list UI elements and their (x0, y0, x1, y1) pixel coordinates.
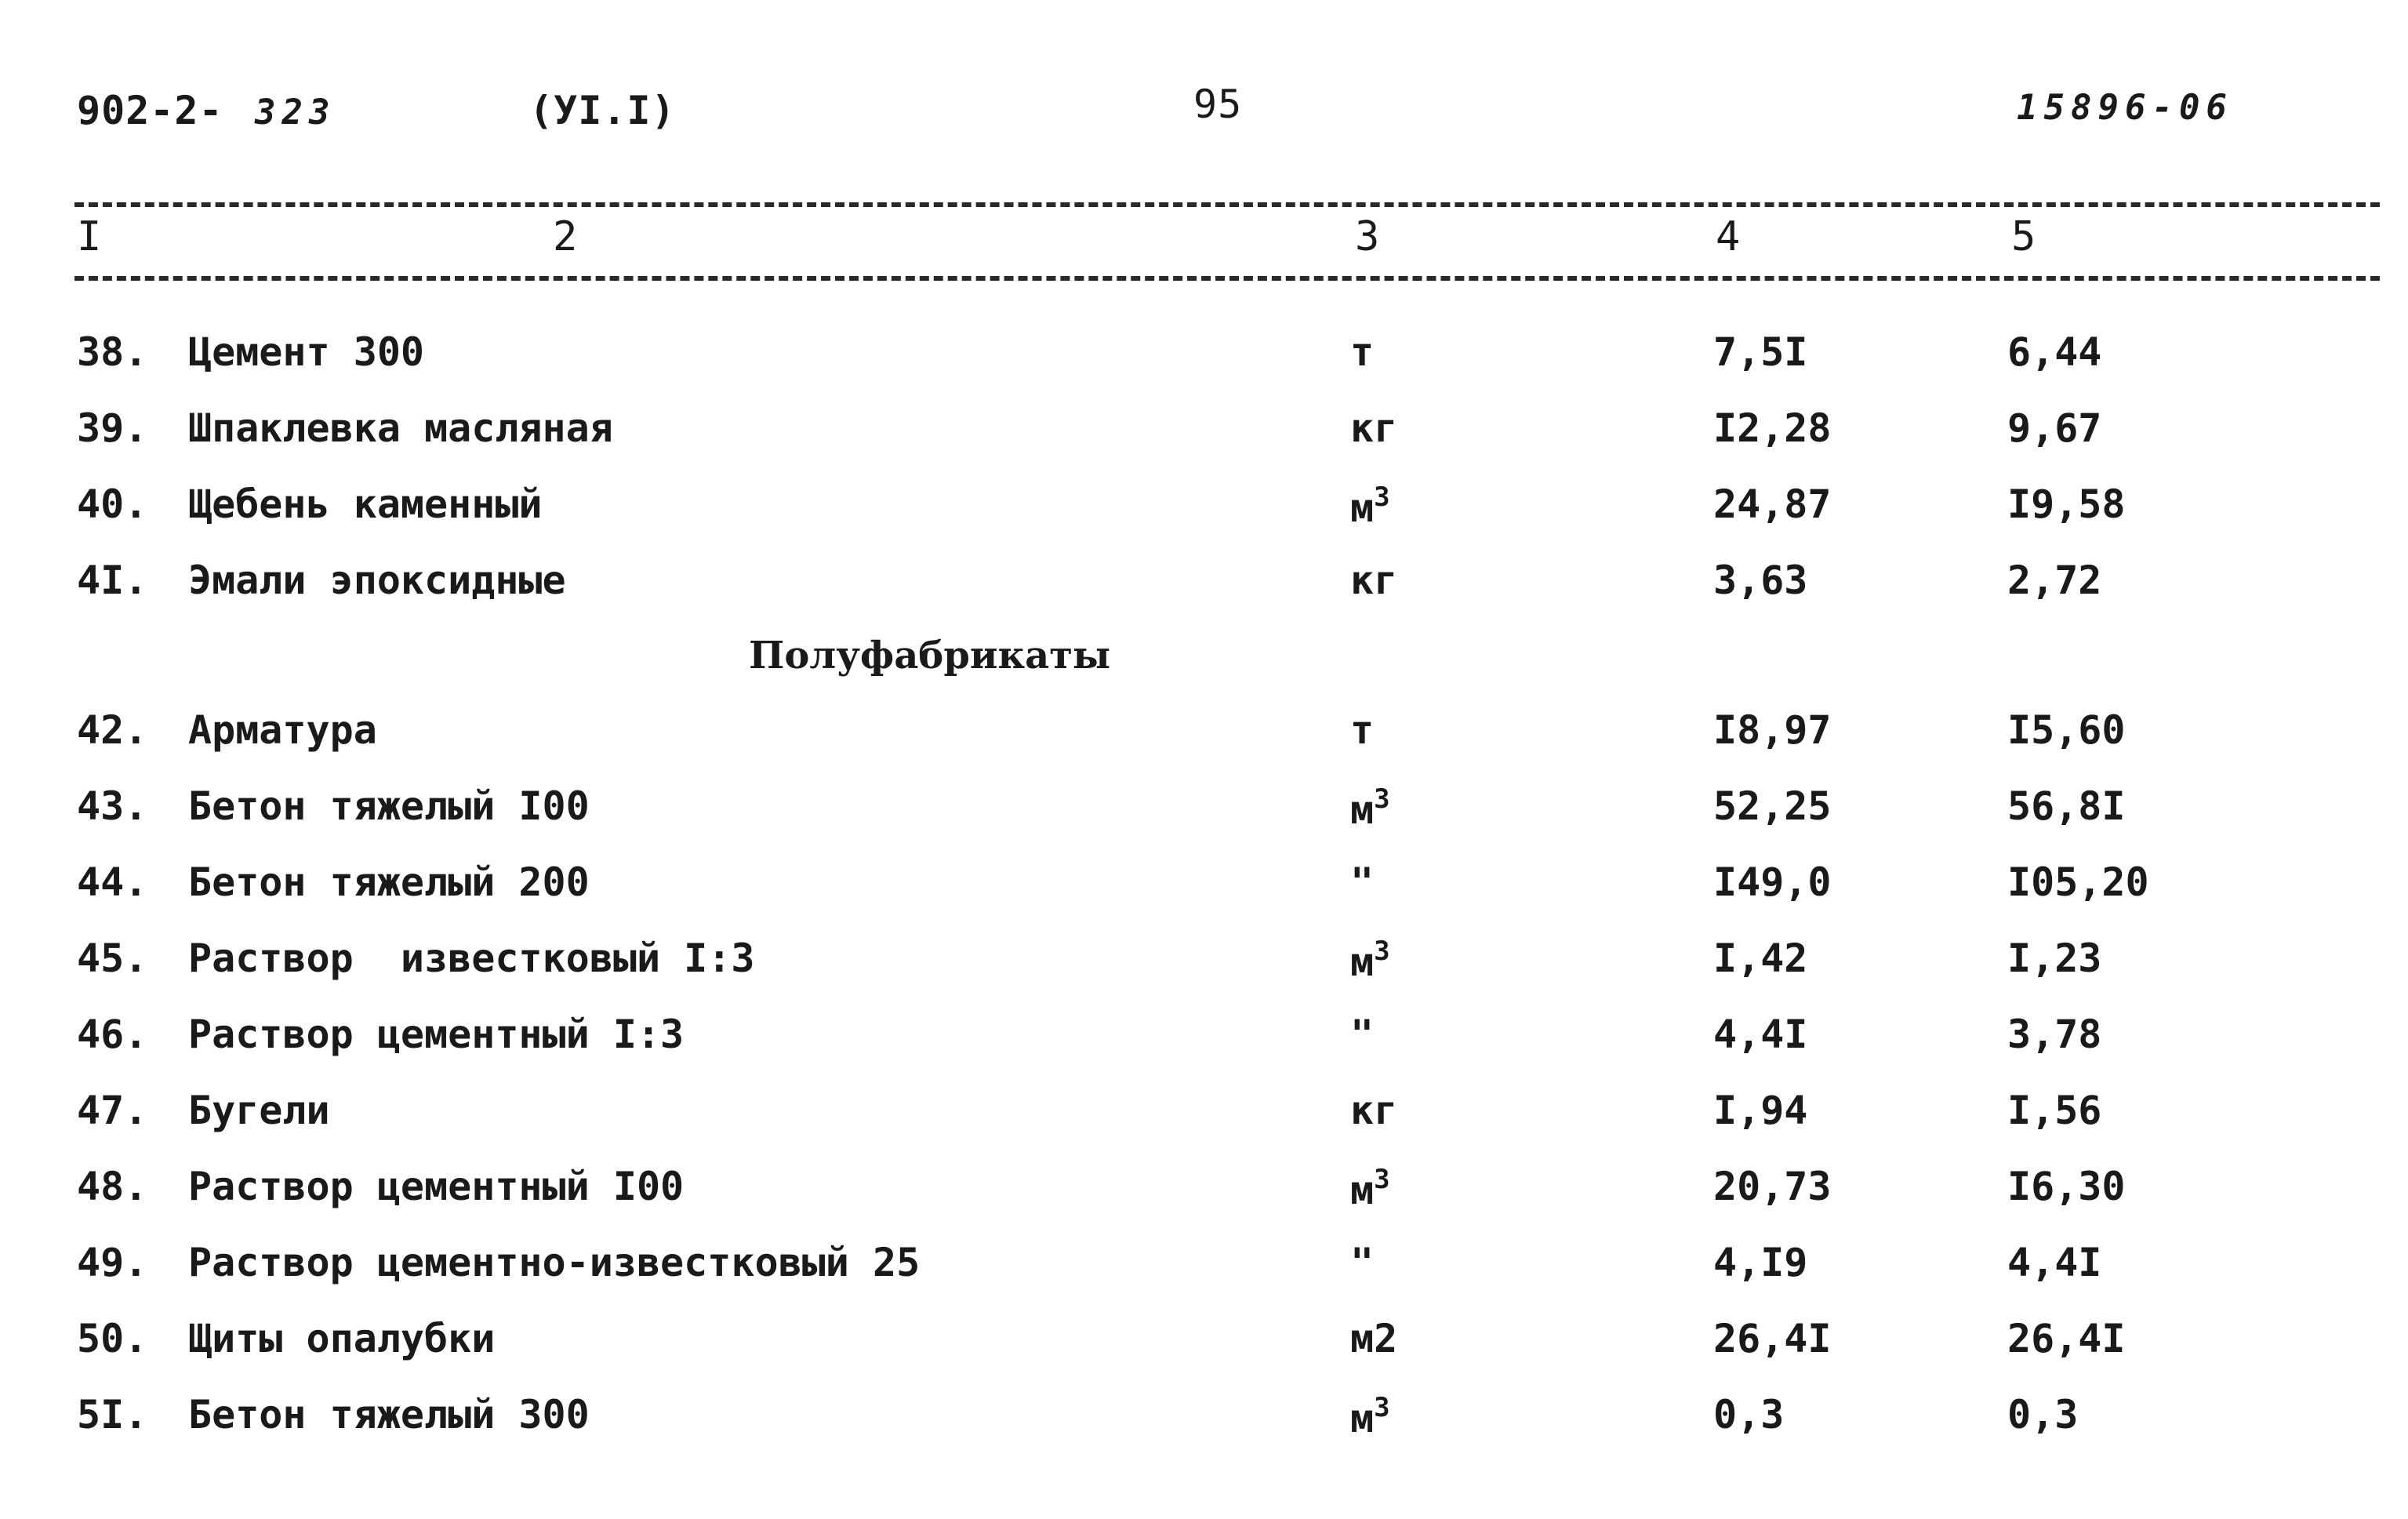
table-row (0, 558, 2408, 633)
row-number: 5I. (77, 1392, 148, 1437)
value-col4: I2,28 (1713, 405, 1832, 451)
material-name: Щиты опалубки (188, 1316, 496, 1361)
row-number: 38. (77, 329, 148, 375)
table-row (0, 1088, 2408, 1163)
column-header-5: 5 (2011, 213, 2036, 260)
column-header-2: 2 (553, 213, 578, 260)
row-number: 46. (77, 1012, 148, 1057)
value-col4: 26,4I (1713, 1316, 1832, 1361)
value-col4: 20,73 (1713, 1164, 1832, 1209)
value-col5: 2,72 (2007, 558, 2102, 603)
unit: кг (1350, 405, 1398, 451)
value-col4: 4,I9 (1713, 1240, 1808, 1285)
value-col5: I05,20 (2007, 859, 2149, 905)
value-col5: 9,67 (2007, 405, 2102, 451)
value-col4: 0,3 (1713, 1392, 1785, 1437)
material-name: Бетон тяжелый 200 (188, 859, 590, 905)
unit: м2 (1350, 1316, 1398, 1361)
value-col5: 26,4I (2007, 1316, 2126, 1361)
row-number: 42. (77, 707, 148, 753)
row-number: 4I. (77, 558, 148, 603)
table-row (0, 482, 2408, 557)
value-col5: I,56 (2007, 1088, 2102, 1133)
value-col4: 3,63 (1713, 558, 1808, 603)
row-number: 43. (77, 783, 148, 829)
table-row (0, 707, 2408, 783)
table-row (0, 859, 2408, 935)
table-top-rule (74, 202, 2380, 207)
material-name: Цемент 300 (188, 329, 425, 375)
table-row (0, 1392, 2408, 1467)
material-name: Раствор цементный I:3 (188, 1012, 685, 1057)
material-name: Арматура (188, 707, 377, 753)
table-row (0, 329, 2408, 405)
unit: кг (1350, 1088, 1398, 1133)
material-name: Бугели (188, 1088, 330, 1133)
material-name: Бетон тяжелый 300 (188, 1392, 590, 1437)
row-number: 49. (77, 1240, 148, 1285)
value-col5: 0,3 (2007, 1392, 2079, 1437)
value-col4: I49,0 (1713, 859, 1832, 905)
section-title: Полуфабрикаты (749, 634, 1111, 678)
value-col4: 4,4I (1713, 1012, 1808, 1057)
column-header-3: 3 (1355, 213, 1380, 260)
value-col5: I,23 (2007, 936, 2102, 981)
unit: $м^3$ (1350, 1392, 1390, 1441)
unit: т (1350, 707, 1375, 753)
value-col4: 24,87 (1713, 482, 1832, 527)
unit: $м^3$ (1350, 1164, 1390, 1213)
value-col5: I5,60 (2007, 707, 2126, 753)
page-number: 95 (1193, 82, 1243, 127)
table-row (0, 783, 2408, 859)
column-header-4: 4 (1716, 213, 1741, 260)
value-col5: 4,4I (2007, 1240, 2102, 1285)
unit: кг (1350, 558, 1398, 603)
value-col5: 56,8I (2007, 783, 2126, 829)
material-name: Эмали эпоксидные (188, 558, 566, 603)
material-name: Щебень каменный (188, 482, 543, 527)
row-number: 47. (77, 1088, 148, 1133)
row-number: 45. (77, 936, 148, 981)
doc-code: 902-2- (77, 88, 223, 133)
unit: " (1350, 1012, 1375, 1057)
unit: т (1350, 329, 1375, 375)
table-row (0, 936, 2408, 1011)
unit: $м^3$ (1350, 482, 1390, 531)
column-header-1: I (77, 213, 102, 260)
stamp-handwritten: 15896-06 (2017, 88, 2233, 128)
unit: $м^3$ (1350, 783, 1390, 833)
unit: " (1350, 859, 1375, 905)
table-header-rule (74, 276, 2380, 281)
unit: " (1350, 1240, 1375, 1285)
value-col5: I6,30 (2007, 1164, 2126, 1209)
row-number: 48. (77, 1164, 148, 1209)
value-col5: 3,78 (2007, 1012, 2102, 1057)
material-name: Шпаклевка масляная (188, 405, 613, 451)
section-code: (УI.I) (529, 88, 676, 133)
doc-number-handwritten: 323 (255, 93, 336, 133)
material-name: Раствор цементный I00 (188, 1164, 685, 1209)
row-number: 44. (77, 859, 148, 905)
table-row (0, 405, 2408, 481)
material-name: Бетон тяжелый I00 (188, 783, 590, 829)
unit: $м^3$ (1350, 936, 1390, 985)
table-row (0, 1316, 2408, 1391)
row-number: 40. (77, 482, 148, 527)
table-row (0, 1240, 2408, 1315)
value-col4: I,42 (1713, 936, 1808, 981)
value-col4: 7,5I (1713, 329, 1808, 375)
value-col4: 52,25 (1713, 783, 1832, 829)
value-col5: 6,44 (2007, 329, 2102, 375)
value-col5: I9,58 (2007, 482, 2126, 527)
value-col4: I8,97 (1713, 707, 1832, 753)
row-number: 50. (77, 1316, 148, 1361)
value-col4: I,94 (1713, 1088, 1808, 1133)
table-row (0, 1012, 2408, 1087)
table-row (0, 1164, 2408, 1239)
row-number: 39. (77, 405, 148, 451)
material-name: Раствор известковый I:3 (188, 936, 755, 981)
material-name: Раствор цементно-известковый 25 (188, 1240, 921, 1285)
